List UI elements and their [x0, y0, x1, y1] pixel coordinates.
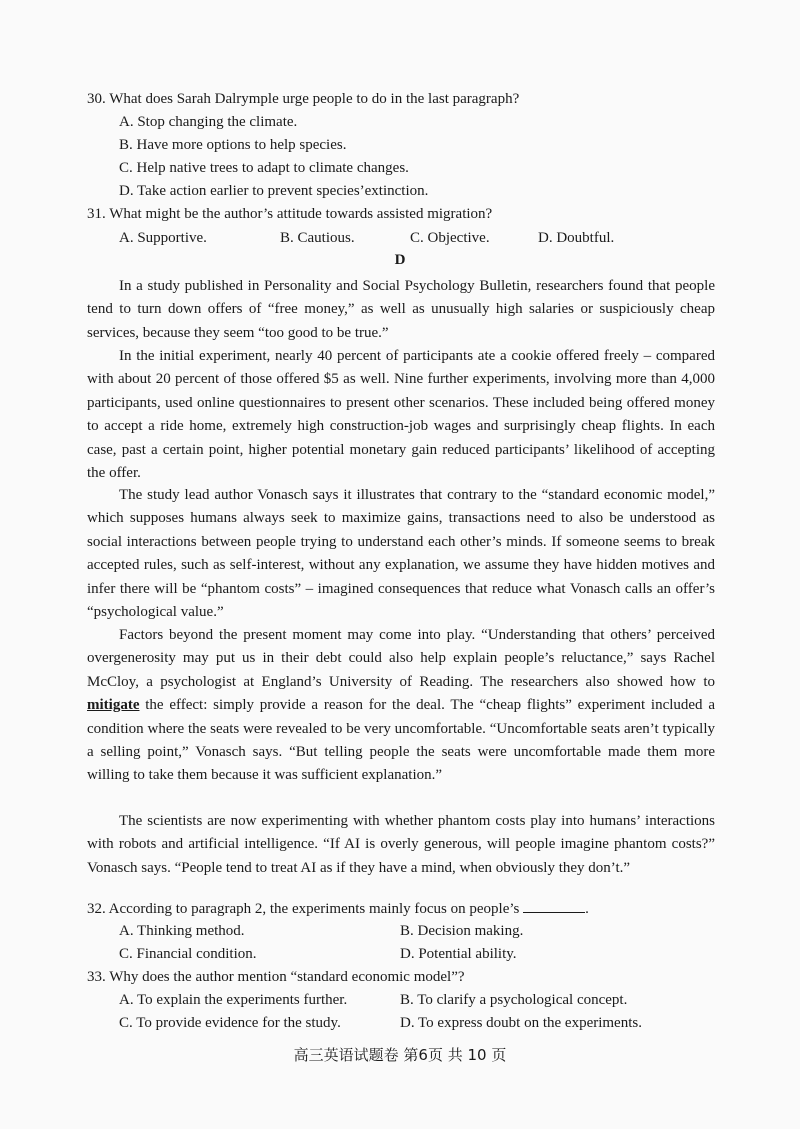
question-31-option-b: B. Cautious.	[280, 230, 355, 246]
question-33-option-a: A. To explain the experiments further.	[119, 992, 348, 1008]
passage-paragraph-3: The study lead author Vonasch says it illustrates that contrary to the “standard economic model,” which supposes humans always seek to maximize gains, transactions need to also be understood as social interactions between people trying to understand each other’s minds. If someone seems to break accepted rules, such as self-interest, without any explanation, we assume they have hidden motives and infer there will be “phantom costs” – imagined consequences that reduce what Vonasch calls an offer’s “psychological value.”	[87, 487, 715, 621]
page-footer: 高三英语试题卷 第6页 共 10 页	[293, 1046, 507, 1064]
question-32-option-a: A. Thinking method.	[119, 923, 245, 939]
question-32-stem-text: 32. According to paragraph 2, the experiments mainly focus on people’s	[87, 901, 520, 917]
passage-paragraph-4	[87, 624, 715, 788]
question-32-stem-end: .	[585, 901, 589, 917]
passage-paragraph-2: In the initial experiment, nearly 40 percent of participants ate a cookie offered freely – compared with about 20 percent of those offered $5 as well. Nine further experiments, involving more than 4,000 participants, used online questionnaires to present other scenarios. These included being offered money to accept a ride home, extremely high construction-job wages and surprisingly cheap flights. In each case, past a certain point, higher potential monetary gain reduced participants’ likelihood of accepting the offer.	[87, 348, 715, 482]
passage-paragraph-5: The scientists are now experimenting with whether phantom costs play into humans’ interactions with robots and artificial intelligence. “If AI is overly generous, will people imagine phantom costs?” Vonasch says. “People tend to treat AI as if they have a mind, when obviously they don’t.”	[87, 813, 715, 876]
question-30-option-a: A. Stop changing the climate.	[119, 114, 298, 130]
answer-blank	[523, 900, 585, 913]
question-32-stem	[87, 899, 589, 919]
question-33-stem: 33. Why does the author mention “standard economic model”?	[87, 969, 465, 985]
question-31-option-a: A. Supportive.	[119, 230, 207, 246]
question-33-option-c: C. To provide evidence for the study.	[119, 1015, 341, 1031]
question-30-option-c: C. Help native trees to adapt to climate changes.	[119, 160, 409, 176]
question-32-option-d: D. Potential ability.	[400, 946, 517, 962]
section-letter: D	[394, 252, 406, 268]
question-31-stem: 31. What might be the author’s attitude towards assisted migration?	[87, 206, 493, 222]
question-31-option-c: C. Objective.	[410, 230, 490, 246]
paragraph-4-text-before: Factors beyond the present moment may come into play. “Understanding that others’ perceived overgenerosity may put us in their debt could also help explain people’s reluctance,” says Rachel McCloy, a psychologist at England’s University of Reading. The researchers also showed how to	[87, 627, 715, 690]
paragraph-4-text-after: the effect: simply provide a reason for the deal. The “cheap flights” experiment included a condition where the seats were revealed to be very uncomfortable. “Uncomfortable seats aren’t typically a selling point,” Vonasch says. “But telling people the seats were uncomfortable made them more willing to take them because it was sufficient explanation.”	[87, 697, 715, 784]
question-32-option-b: B. Decision making.	[400, 923, 524, 939]
vocabulary-keyword: mitigate	[87, 697, 140, 714]
passage-paragraph-1: In a study published in Personality and Social Psychology Bulletin, researchers found that people tend to turn down offers of “free money,” as well as unusually high salaries or suspiciously cheap services, because they seem “too good to be true.”	[87, 278, 715, 341]
question-30-option-d: D. Take action earlier to prevent species’extinction.	[119, 183, 429, 199]
question-33-option-b: B. To clarify a psychological concept.	[400, 992, 628, 1008]
question-31-option-d: D. Doubtful.	[538, 230, 615, 246]
question-33-option-d: D. To express doubt on the experiments.	[400, 1015, 642, 1031]
question-32-option-c: C. Financial condition.	[119, 946, 257, 962]
question-30-option-b: B. Have more options to help species.	[119, 137, 347, 153]
question-30-stem: 30. What does Sarah Dalrymple urge people to do in the last paragraph?	[87, 91, 520, 107]
